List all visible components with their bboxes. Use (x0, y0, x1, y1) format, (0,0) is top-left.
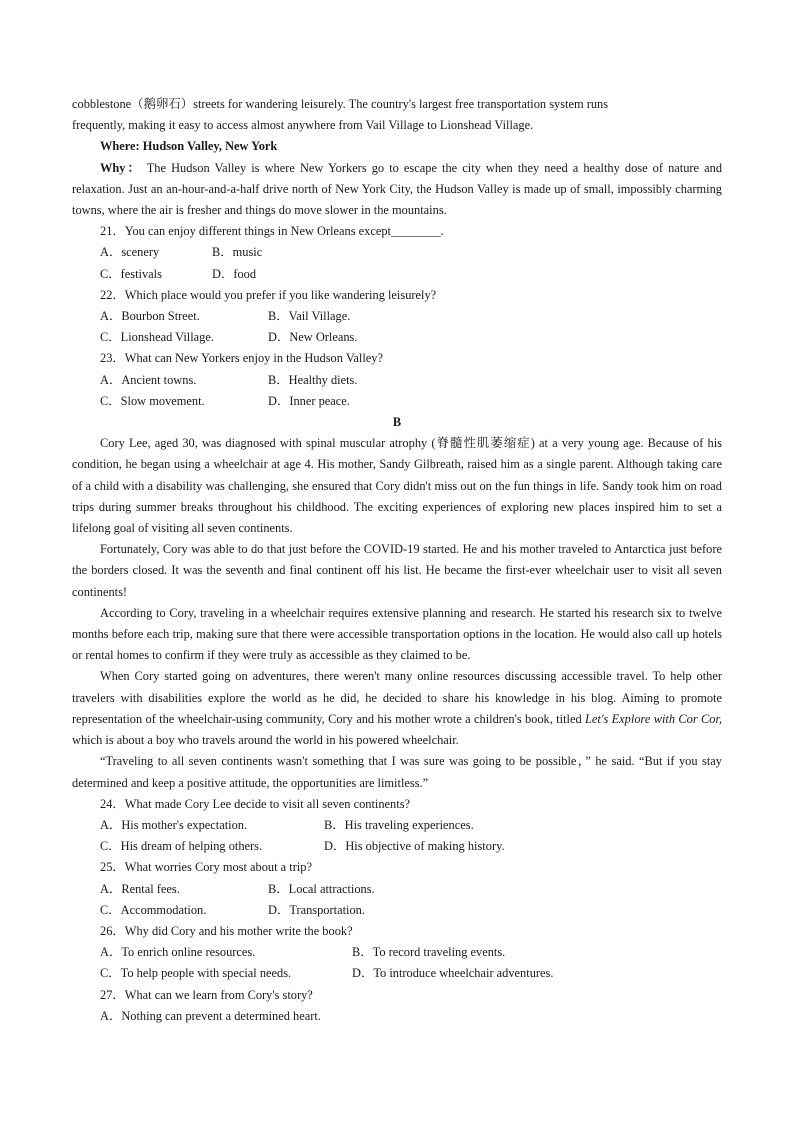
passage-a-line2: frequently, making it easy to access almost anywhere from Vail Village to Lionshead Village. (72, 118, 534, 133)
passage-b-paragraph-3: According to Cory, traveling in a wheelchair requires extensive planning and research. He started his research six to twelve months before each trip, making sure that there were accessible transportation options in the location. He would also call up hotels or rental homes to confirm if they were truly as accessible as they claimed to be. (72, 605, 722, 663)
question-24-option-a[interactable]: A．His mother's expectation. (100, 817, 248, 832)
passage-a-continuation (72, 94, 722, 136)
paragraph-4-text: When Cory started going on adventures, there weren't many online resources discussing accessible travel. To help other travelers with disabilities explore the world as he did, he decided to share his knowledge in his blog. Aiming to promote representation of the wheelchair-using community, Cory and his mother wrote a children's book, titled (72, 669, 722, 726)
why-paragraph (72, 158, 722, 222)
passage-b-paragraph-5: “Traveling to all seven continents wasn't something that I was sure was going to be possible，” he said. “But if you stay determined and keep a positive attitude, the opportunities are limitless.” (72, 754, 722, 790)
question-23-option-c[interactable]: C．Slow movement. (100, 393, 205, 408)
question-22-option-b[interactable]: B．Vail Village. (268, 309, 351, 324)
question-26-options-row2 (72, 963, 722, 984)
question-23-stem: 23．What can New Yorkers enjoy in the Hudson Valley? (100, 351, 383, 366)
question-23-options-row1 (72, 370, 722, 391)
paragraph-4-tail: which is about a boy who travels around the world in his powered wheelchair. (72, 733, 459, 748)
section-b-title: B (392, 415, 402, 430)
question-21-options-row1 (72, 242, 722, 263)
why-label: Why： (100, 160, 142, 175)
question-26-stem: 26．Why did Cory and his mother write the book? (100, 923, 353, 938)
question-21-option-c[interactable]: C．festivals (100, 266, 162, 281)
question-26-option-d[interactable]: D．To introduce wheelchair adventures. (352, 966, 554, 981)
question-23-option-b[interactable]: B．Healthy diets. (268, 372, 358, 387)
question-25-options-row2 (72, 900, 722, 921)
question-21-option-d[interactable]: D．food (212, 266, 257, 281)
question-21-option-a[interactable]: A．scenery (100, 245, 160, 260)
question-27-stem: 27．What can we learn from Cory's story? (100, 987, 313, 1002)
where-label: Where: (100, 139, 140, 154)
question-26-option-b[interactable]: B．To record traveling events. (352, 945, 506, 960)
question-24-options-row2 (72, 836, 722, 857)
passage-b-paragraph-2: Fortunately, Cory was able to do that just before the COVID-19 started. He and his mother traveled to Antarctica just before the borders closed. It was the seventh and final continent off his list. He became the first-ever wheelchair user to visit all seven continents! (72, 542, 722, 599)
passage-a-line1: cobblestone（鹅卵石）streets for wandering leisurely. The country's largest free transportation system runs (72, 97, 609, 111)
why-text: The Hudson Valley is where New Yorkers go to escape the city when they need a healthy dose of nature and relaxation. Just an an-hour-and-a-half drive north of New York City, the Hudson Valley is made up of small, impossibly charming towns, where the air is fresher and things do move slower in the mountains. (72, 160, 723, 218)
book-title: Let's Explore with Cor Cor, (584, 711, 722, 726)
question-25-option-a[interactable]: A．Rental fees. (100, 881, 180, 896)
question-23-option-a[interactable]: A．Ancient towns. (100, 372, 197, 387)
where-value: Hudson Valley, New York (142, 139, 278, 154)
question-22-options-row2 (72, 327, 722, 348)
question-26-option-c[interactable]: C．To help people with special needs. (100, 966, 292, 981)
question-22-option-a[interactable]: A．Bourbon Street. (100, 309, 200, 324)
question-23-option-d[interactable]: D．Inner peace. (268, 393, 350, 408)
question-21-options-row2 (72, 264, 722, 285)
question-25-option-c[interactable]: C．Accommodation. (100, 902, 207, 917)
question-21-stem: 21．You can enjoy different things in New Orleans except________. (100, 224, 444, 239)
question-22-options-row1 (72, 306, 722, 327)
question-25-option-b[interactable]: B．Local attractions. (268, 881, 375, 896)
question-26-option-a[interactable]: A．To enrich online resources. (100, 945, 256, 960)
question-24-option-c[interactable]: C．His dream of helping others. (100, 839, 263, 854)
question-22-option-d[interactable]: D．New Orleans. (268, 330, 358, 345)
where-line (72, 136, 722, 157)
question-24-option-d[interactable]: D．His objective of making history. (324, 839, 505, 854)
question-22-option-c[interactable]: C．Lionshead Village. (100, 330, 214, 345)
question-26-options-row1 (72, 942, 722, 963)
question-24-stem: 24．What made Cory Lee decide to visit all seven continents? (100, 796, 411, 811)
question-27-options-row1 (72, 1006, 722, 1027)
question-21-option-b[interactable]: B．music (212, 245, 263, 260)
question-24-options-row1 (72, 815, 722, 836)
question-25-options-row1 (72, 879, 722, 900)
passage-b-paragraph-4 (72, 666, 722, 751)
question-27-option-a[interactable]: A．Nothing can prevent a determined heart. (100, 1008, 321, 1023)
question-25-stem: 25．What worries Cory most about a trip? (100, 860, 312, 875)
passage-b-paragraph-1: Cory Lee, aged 30, was diagnosed with spinal muscular atrophy (脊髓性肌萎缩症) at a very young age. Because of his condition, he began using a wheelchair at age 4. His mother, Sandy Gilbreath, raised him as a single parent. Although taking care of a child with a disability was challenging, she ensured that Cory didn't miss out on the fun things in life. Sandy took him on road trips during summer breaks throughout his childhood. The exciting experiences of exploring new places inspired him to set a lifelong goal of visiting all seven continents. (72, 436, 722, 536)
question-22-stem: 22．Which place would you prefer if you like wandering leisurely? (100, 287, 437, 302)
question-25-option-d[interactable]: D．Transportation. (268, 902, 365, 917)
exam-page (72, 94, 722, 1027)
question-23-options-row2 (72, 391, 722, 412)
question-24-option-b[interactable]: B．His traveling experiences. (324, 817, 474, 832)
